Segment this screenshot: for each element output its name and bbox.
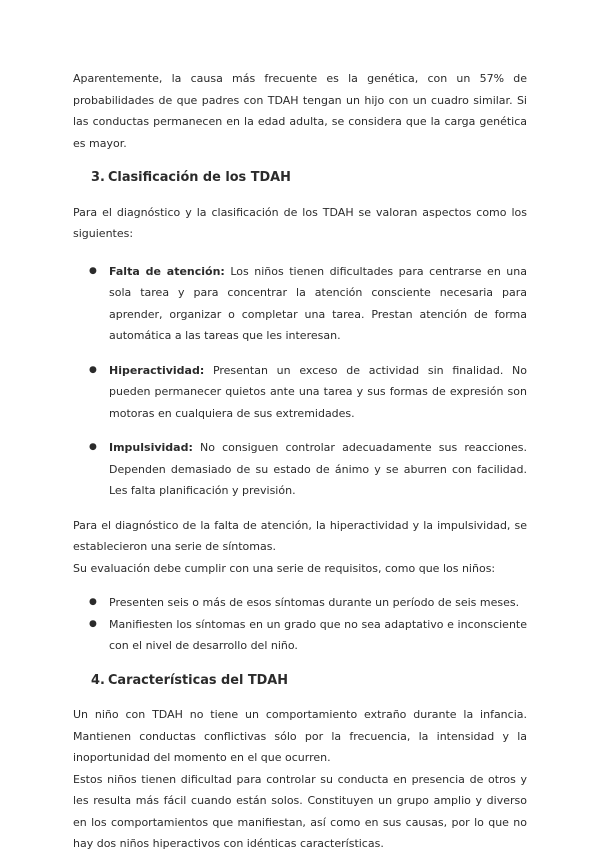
- section-3-lead: Para el diagnóstico y la clasificación de los TDAH se valoran aspectos como los siguientes:: [73, 205, 527, 240]
- section-3-number: 3.: [91, 170, 105, 185]
- characteristics-paragraph-1: Un niño con TDAH no tiene un comportamiento extraño durante la infancia. Mantienen conductas conflictivas sólo por la frecuencia, la intensidad y la inoportunidad del momento en el que ocurren.: [73, 708, 527, 764]
- evaluation-paragraph: Su evaluación debe cumplir con una serie de requisitos, como que los niños:: [73, 561, 496, 575]
- criterion-term: Impulsividad:: [109, 441, 193, 454]
- criterion-term: Hiperactividad:: [109, 363, 205, 377]
- list-item: [73, 360, 527, 425]
- intro-paragraph: Aparentemente, la causa más frecuente es la genética, con un 57% de probabilidades de que padres con TDAH tengan un hijo con un cuadro similar. Si las conductas permanecen en la edad adulta, se considera que la carga genética es mayor.: [73, 72, 527, 150]
- characteristics-paragraph-2: Estos niños tienen dificultad para controlar su conducta en presencia de otros y les resulta más fácil cuando están solos. Constituyen un grupo amplio y diverso en los comportamientos que manifiestan, así como en sus causas, por lo que no hay dos niños hiperactivos con idénticas características.: [73, 772, 527, 850]
- bullet-icon: ●: [89, 597, 97, 607]
- criterion-text: No consiguen controlar adecuadamente sus reacciones. Dependen demasiado de su estado de ánimo y se aburren con facilidad. Les falta planificación y previsión.: [109, 441, 527, 497]
- section-4-number: 4.: [91, 672, 105, 688]
- list-item: [73, 614, 527, 657]
- bullet-icon: ●: [89, 618, 97, 629]
- list-item: [73, 592, 527, 614]
- bullet-icon: ●: [89, 364, 97, 375]
- section-4-title: Características del TDAH: [108, 672, 288, 688]
- bullet-icon: ●: [89, 265, 97, 276]
- list-item: [73, 261, 527, 347]
- requirement-text: Presenten seis o más de esos síntomas durante un período de seis meses.: [109, 596, 520, 609]
- section-3-title: Clasificación de los TDAH: [108, 170, 291, 185]
- section-3-heading: [73, 167, 527, 189]
- requirements-list: [73, 592, 527, 657]
- criterion-text: Los niños tienen dificultades para centrarse en una sola tarea y para concentrar la atención consciente necesaria para aprender, organizar o completar una tarea. Prestan atención de forma automática a las tareas que les interesan.: [109, 264, 527, 342]
- diagnosis-paragraph: Para el diagnóstico de la falta de atención, la hiperactividad y la impulsividad, se establecieron una serie de síntomas.: [73, 518, 527, 553]
- bullet-icon: ●: [89, 442, 97, 452]
- criterion-term: Falta de atención:: [109, 264, 225, 278]
- section-4-heading: [73, 670, 527, 692]
- document-page: [73, 68, 527, 855]
- criteria-list: [73, 261, 527, 502]
- list-item: [73, 437, 527, 502]
- criterion-text: Presentan un exceso de actividad sin finalidad. No pueden permanecer quietos ante una tarea y sus formas de expresión son motoras en cualquiera de sus extremidades.: [109, 363, 527, 420]
- requirement-text: Manifiesten los síntomas en un grado que no sea adaptativo e inconsciente con el nivel de desarrollo del niño.: [109, 617, 527, 652]
